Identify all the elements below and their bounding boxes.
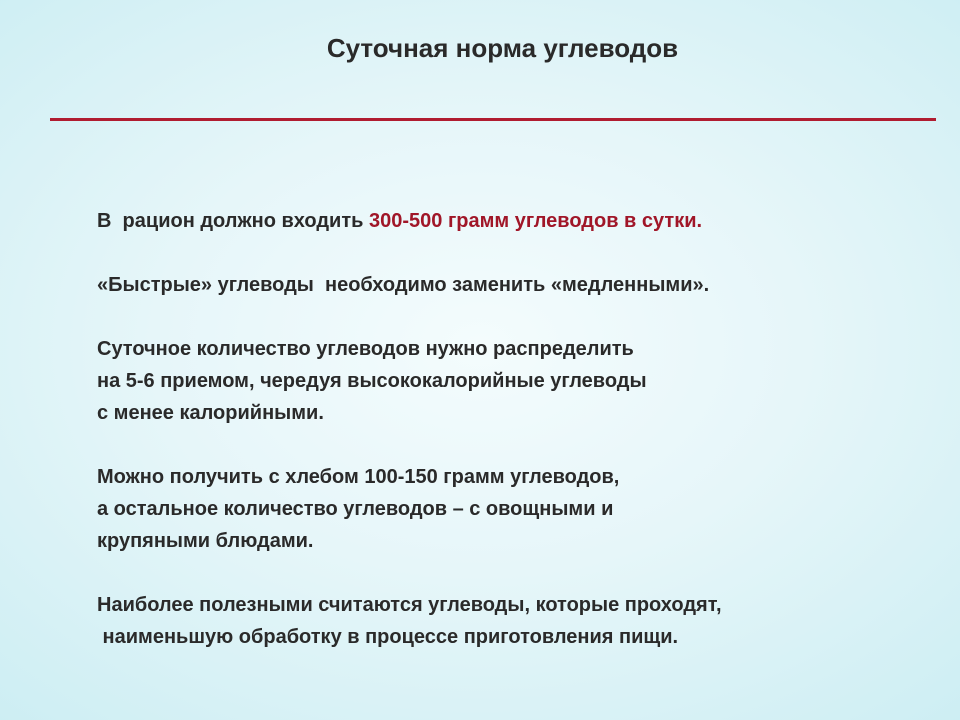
paragraph-daily-amount [97, 205, 947, 237]
slide-title: Суточная норма углеводов [326, 33, 679, 63]
paragraph-fast-carbs [97, 269, 947, 301]
slide-body [97, 205, 947, 685]
daily-amount-text: В рацион должно входить [97, 210, 370, 232]
distribution-line: с менее калорийными. [97, 402, 324, 424]
fast-carbs-text: «Быстрые» углеводы необходимо заменить «медленными». [97, 274, 710, 296]
useful-carbs-line: наименьшую обработку в процессе приготовления пищи. [97, 626, 679, 648]
paragraph-distribution [97, 333, 947, 429]
bread-line: а остальное количество углеводов – с овощными и [97, 498, 614, 520]
title-divider [50, 118, 936, 121]
bread-line: Можно получить с хлебом 100-150 грамм углеводов, [97, 466, 620, 488]
distribution-line: на 5-6 приемом, чередуя высококалорийные углеводы [97, 370, 647, 392]
distribution-line: Суточное количество углеводов нужно распределить [97, 338, 634, 360]
useful-carbs-line: Наиболее полезными считаются углеводы, которые проходят, [97, 594, 722, 616]
paragraph-bread [97, 461, 947, 557]
daily-amount-highlight: 300-500 грамм углеводов в сутки. [369, 210, 703, 232]
paragraph-useful-carbs [97, 589, 947, 653]
bread-line: крупяными блюдами. [97, 530, 314, 552]
